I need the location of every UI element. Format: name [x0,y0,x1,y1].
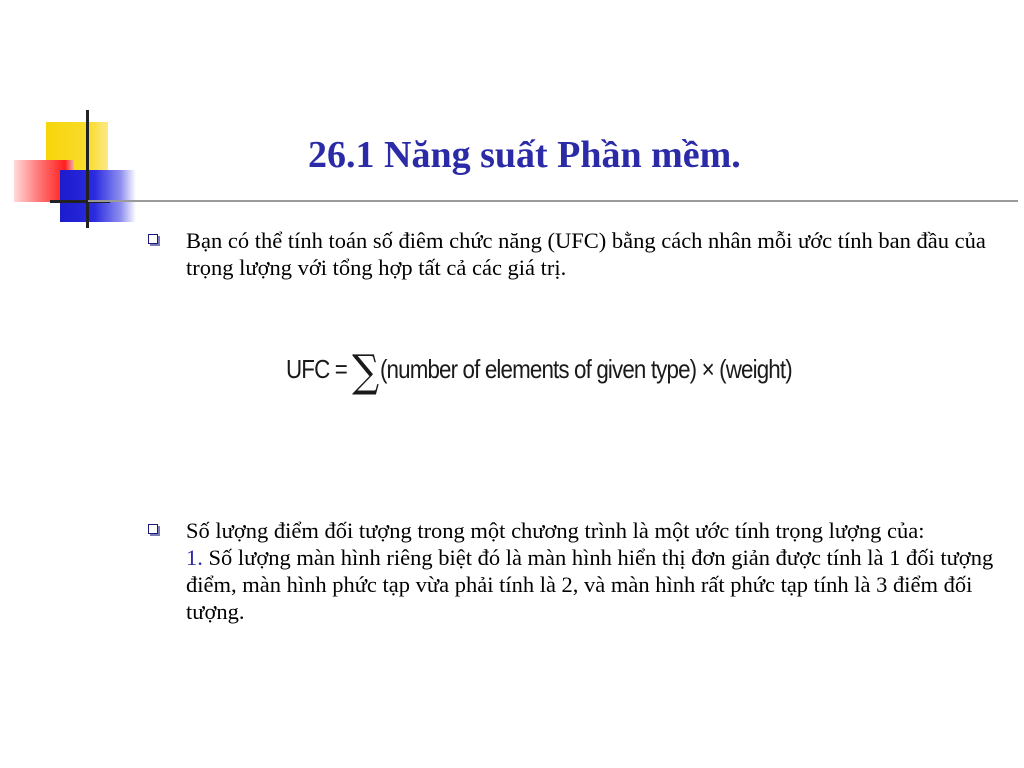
title-divider [88,200,1018,202]
checkbox-bullet-icon [148,234,158,244]
bullet-text [186,517,1008,625]
sigma-icon: ∑ [352,345,379,397]
bullet-lead: Số lượng điểm đối tượng trong một chương trình là một ước tính trọng lượng của: [186,518,925,543]
bullet-item [148,517,1008,625]
ufc-formula [286,336,792,402]
checkbox-bullet-icon [148,524,158,534]
formula-rhs: (number of elements of given type) × (weight) [379,353,792,384]
decor-vertical-line [86,110,89,228]
bullet-text: Bạn có thể tính toán số điêm chức năng (UFC) bằng cách nhân mỗi ước tính ban đầu của trọng lượng với tổng hợp tất cả các giá trị. [186,228,986,280]
list-item-text: Số lượng màn hình riêng biệt đó là màn hình hiển thị đơn giản được tính là 1 đối tượng điểm, màn hình phức tạp vừa phải tính là 2, và màn hình rất phức tạp tính là 3 điểm đối tượng. [186,545,994,624]
list-number: 1. [186,545,203,570]
decor-blue-block [60,170,136,222]
bullet-item [148,227,1008,281]
formula-lhs: UFC = [286,353,347,384]
slide-title: 26.1 Năng suất Phần mềm. [308,134,741,176]
